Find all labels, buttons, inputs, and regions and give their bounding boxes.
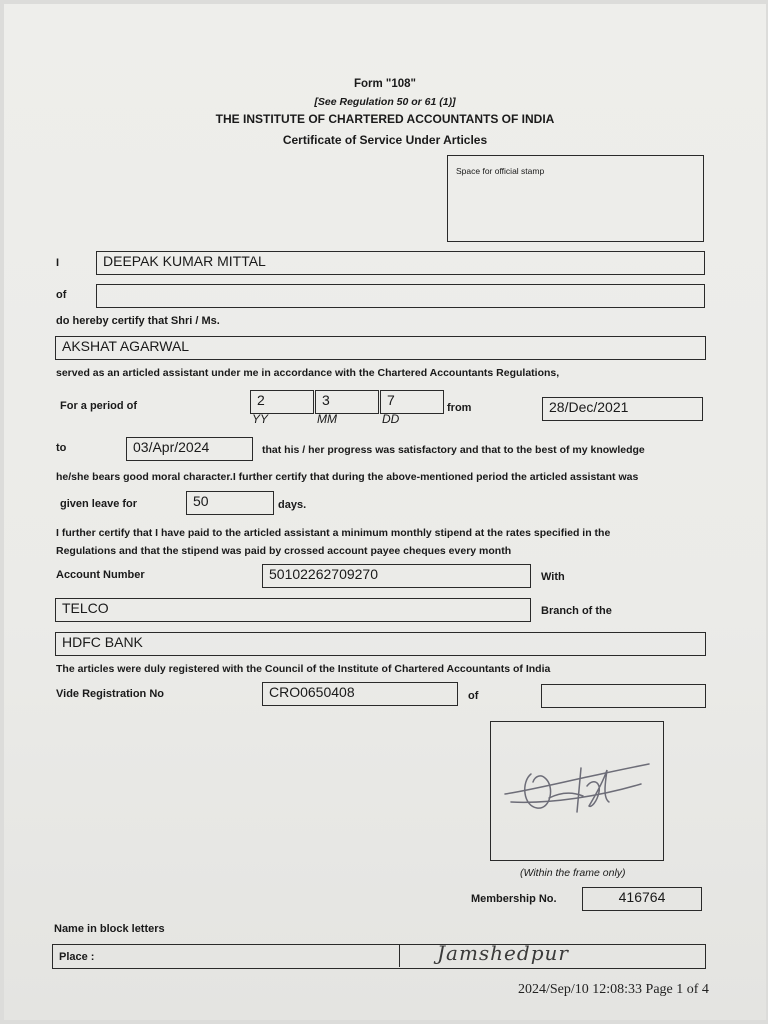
label-progress: that his / her progress was satisfactory and that to the best of my knowledge [262, 444, 645, 456]
place-divider [399, 945, 400, 967]
label-branch-of: Branch of the [541, 605, 612, 617]
label-within-frame: (Within the frame only) [520, 867, 626, 879]
signature-frame [490, 721, 664, 861]
label-membership: Membership No. [471, 893, 557, 905]
leave-days-field[interactable]: 50 [186, 491, 274, 515]
label-registered: The articles were duly registered with the Council of the Institute of Chartered Accountants of India [56, 663, 551, 675]
place-row [52, 941, 706, 969]
period-years-field[interactable]: 2 [250, 390, 314, 414]
label-to: to [56, 442, 67, 454]
label-with: With [541, 571, 565, 583]
branch-field[interactable]: TELCO [55, 598, 531, 622]
label-leave: given leave for [60, 498, 138, 510]
label-certify: do hereby certify that Shri / Ms. [56, 315, 220, 327]
place-handwritten-value[interactable]: Jamshedpur [437, 941, 569, 965]
label-period: For a period of [60, 400, 137, 412]
label-stipend-2: Regulations and that the stipend was paid by crossed account payee cheques every month [56, 545, 512, 557]
stamp-box-label: Space for official stamp [456, 166, 545, 176]
label-stipend-1: I further certify that I have paid to the articled assistant a minimum monthly stipend at the rates specified in the [56, 527, 611, 539]
principal-of-field[interactable] [96, 284, 705, 308]
label-registration: Vide Registration No [56, 688, 164, 700]
label-days: days. [278, 499, 307, 511]
institute-name: THE INSTITUTE OF CHARTERED ACCOUNTANTS OF INDIA [215, 112, 555, 126]
form-number: Form "108" [353, 78, 417, 90]
footer-print-stamp: 2024/Sep/10 12:08:33 Page 1 of 4 [518, 982, 709, 997]
label-from: from [447, 402, 472, 414]
label-mm: MM [317, 412, 337, 426]
certificate-title: Certificate of Service Under Articles [282, 133, 488, 147]
label-i: I [56, 257, 60, 269]
form-sheet [4, 4, 766, 1020]
period-months-field[interactable]: 3 [315, 390, 379, 414]
label-registration-of: of [468, 690, 479, 702]
membership-number-field[interactable]: 416764 [582, 887, 702, 911]
label-dd: DD [382, 412, 400, 426]
to-date-field[interactable]: 03/Apr/2024 [126, 437, 253, 461]
bank-field[interactable]: HDFC BANK [55, 632, 706, 656]
registration-of-field[interactable] [541, 684, 706, 708]
signature-image [491, 722, 662, 859]
label-yy: YY [252, 412, 269, 426]
from-date-field[interactable]: 28/Dec/2021 [542, 397, 703, 421]
label-account-number: Account Number [56, 569, 145, 581]
label-block-letters: Name in block letters [54, 923, 165, 935]
registration-number-field[interactable]: CRO0650408 [262, 682, 458, 706]
label-served: served as an articled assistant under me in accordance with the Chartered Accountants Regulations, [56, 367, 560, 379]
regulation-reference: [See Regulation 50 or 61 (1)] [314, 96, 456, 108]
principal-name-field[interactable]: DEEPAK KUMAR MITTAL [96, 251, 705, 275]
label-of: of [56, 289, 67, 301]
period-days-field[interactable]: 7 [380, 390, 444, 414]
official-stamp-box [447, 155, 704, 242]
account-number-field[interactable]: 50102262709270 [262, 564, 531, 588]
articled-name-field[interactable]: AKSHAT AGARWAL [55, 336, 706, 360]
label-moral: he/she bears good moral character.I further certify that during the above-mentioned period the articled assistant was [56, 471, 639, 483]
label-place: Place : [59, 951, 95, 963]
